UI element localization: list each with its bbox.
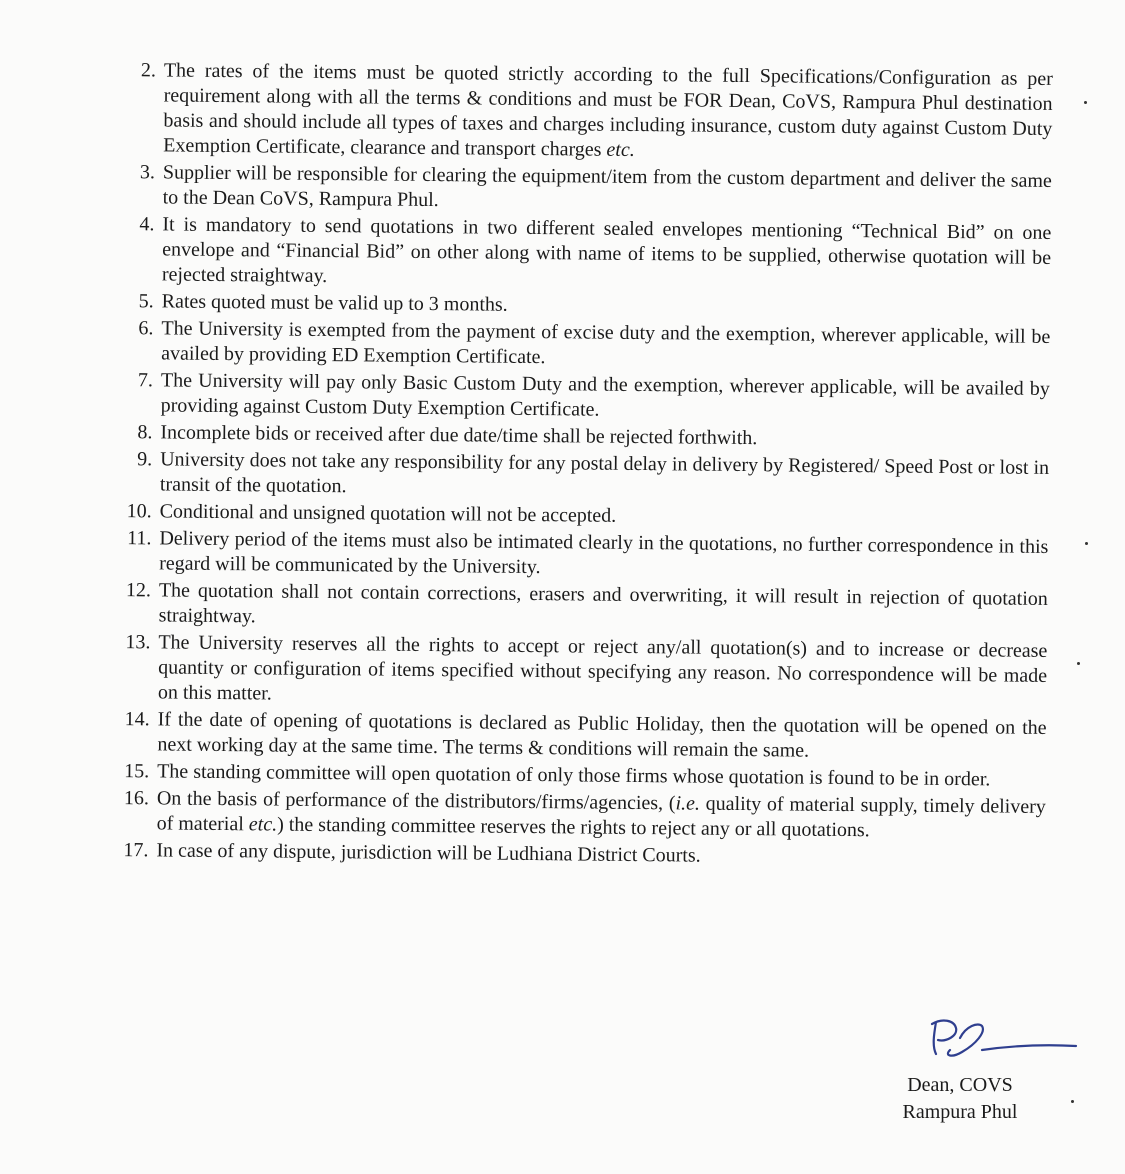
term-text: Delivery period of the items must also be intimated clearly in the quotations, no further correspondence in this regard will be communicated by the University. xyxy=(159,527,1049,579)
term-text: The University reserves all the rights to accept or reject any/all quotation(s) and to increase or decrease quantity or configuration of items specified without specifying any reason. No correspondence will be made on this matter. xyxy=(157,631,1048,705)
terms-and-conditions-list xyxy=(110,58,1053,874)
term-number: 5. xyxy=(138,290,154,313)
signatory-block xyxy=(880,1072,1040,1126)
term-item-4 xyxy=(116,212,1052,296)
term-item-7 xyxy=(115,368,1050,427)
term-text: The quotation shall not contain corrections, erasers and overwriting, it will result in rejection of quotation straightway. xyxy=(158,579,1048,628)
term-text: Supplier will be responsible for clearing the equipment/item from the custom department and deliver the same to the Dean CoVS, Rampura Phul. xyxy=(162,161,1052,212)
term-text: Incomplete bids or received after due date/time shall be rejected forthwith. xyxy=(160,421,758,450)
term-number: 15. xyxy=(124,760,150,783)
term-item-6 xyxy=(115,316,1050,375)
term-item-13 xyxy=(112,630,1048,714)
term-text: The University is exempted from the payment of excise duty and the exemption, wherever applicable, will be availed by providing ED Exemption Certificate. xyxy=(161,317,1051,369)
term-number: 7. xyxy=(137,369,154,392)
term-text: The University will pay only Basic Custom Duty and the exemption, wherever applicable, will be availed by providing against Custom Duty Exemption Certificate. xyxy=(160,369,1050,421)
term-number: 14. xyxy=(124,708,150,731)
term-item-11 xyxy=(113,526,1048,585)
term-number: 17. xyxy=(123,839,149,862)
term-item-9 xyxy=(114,447,1049,506)
scan-speck xyxy=(1085,542,1088,545)
term-number: 16. xyxy=(123,787,150,810)
scan-speck xyxy=(1077,662,1080,665)
term-text: If the date of opening of quotations is declared as Public Holiday, then the quotation will be opened on the next working day at the same time. The terms & conditions will remain the same. xyxy=(157,708,1047,762)
handwritten-signature xyxy=(920,1010,1080,1072)
term-number: 4. xyxy=(139,213,155,236)
term-number: 6. xyxy=(138,317,154,340)
term-text: In case of any dispute, jurisdiction will be Ludhiana District Courts. xyxy=(156,839,701,867)
term-item-12 xyxy=(113,578,1048,637)
signatory-title: Dean, COVS xyxy=(907,1074,1013,1096)
term-number: 8. xyxy=(137,421,153,444)
term-number: 11. xyxy=(127,527,152,550)
term-number: 12. xyxy=(125,579,151,602)
scan-speck xyxy=(1084,101,1087,104)
term-item-16 xyxy=(111,786,1046,845)
term-number: 10. xyxy=(126,500,152,523)
term-text: Conditional and unsigned quotation will not be accepted. xyxy=(159,500,617,527)
signatory-place: Rampura Phul xyxy=(902,1101,1018,1123)
term-text: It is mandatory to send quotations in two different sealed envelopes mentioning “Technical Bid” on one envelope and “Financial Bid” on other along with name of items to be supplied, otherwise quotation will be rejected straightway. xyxy=(161,213,1052,288)
term-text: The rates of the items must be quoted strictly according to the full Specifications/Configuration as per requirement along with all the terms & conditions and must be FOR Dean, CoVS, Rampura Phul destination basis and should include all types of taxes and charges including insurance, custom duty against Custom Duty Exemption Certificate, clearance and transport charges etc. xyxy=(163,59,1053,161)
term-text: The standing committee will open quotation of only those firms whose quotation is found to be in order. xyxy=(157,760,991,791)
term-item-2 xyxy=(117,58,1053,167)
term-number: 9. xyxy=(137,448,153,471)
term-text: On the basis of performance of the distributors/firms/agencies, (i.e. quality of material supply, timely delivery of material etc.) the standing committee reserves the rights to reject any or all quotations. xyxy=(156,787,1046,842)
term-number: 3. xyxy=(139,161,156,184)
term-item-3 xyxy=(117,160,1052,219)
term-item-14 xyxy=(111,707,1046,766)
scan-speck xyxy=(1071,1100,1074,1103)
term-text: University does not take any responsibility for any postal delay in delivery by Registered/ Speed Post or lost in transit of the quotation. xyxy=(159,448,1050,498)
term-text: Rates quoted must be valid up to 3 months. xyxy=(161,290,508,316)
term-number: 2. xyxy=(140,59,156,82)
term-number: 13. xyxy=(125,631,151,654)
